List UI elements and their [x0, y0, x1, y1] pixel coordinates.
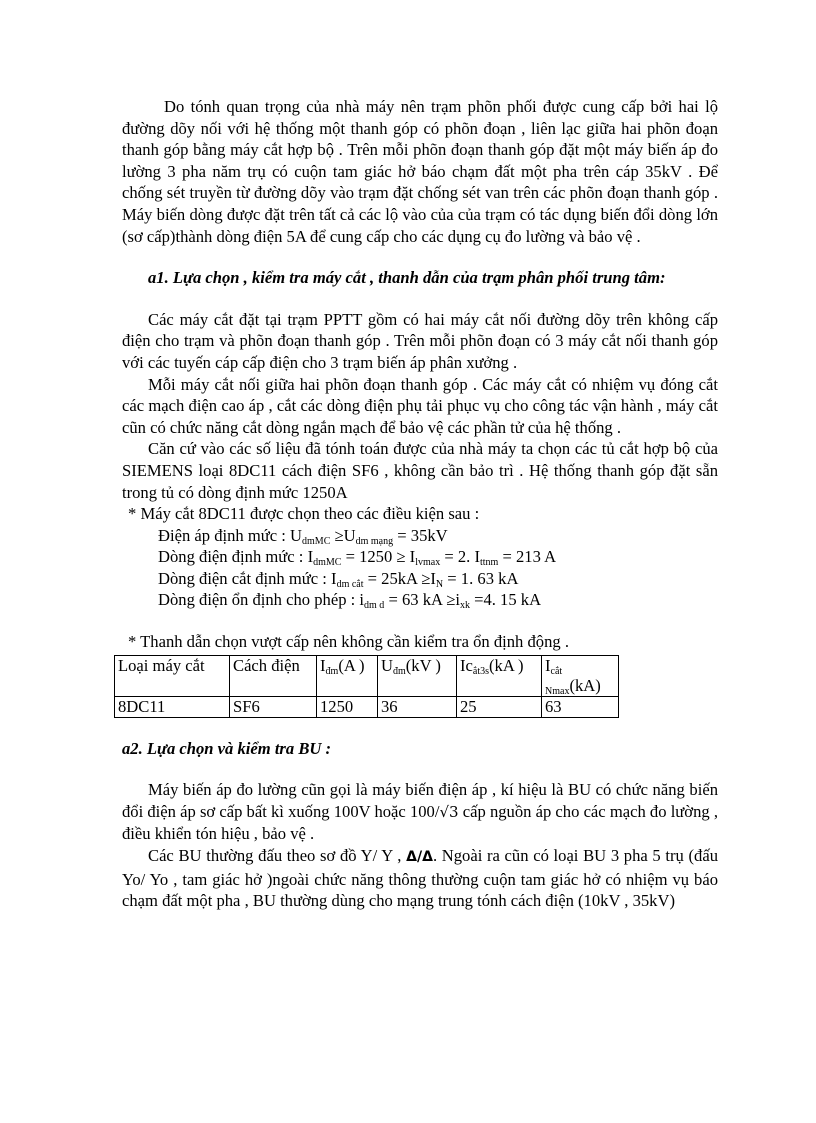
table-cell: 8DC11	[115, 696, 230, 717]
paragraph-3: Căn cứ vào các số liệu đã tónh toán được của nhà máy ta chọn các tủ cắt hợp bộ của SIEMENS loại 8DC11 cách điện SF6 , không cần bảo trì . Hệ thống thanh góp đặt sẵn trong tủ có dòng định mức 1250A	[122, 439, 718, 502]
table-row	[115, 696, 619, 717]
paragraph-5: Các BU thường đấu theo sơ đồ Y/ Y , Δ/Δ. Ngoài ra cũn có loại BU 3 pha 5 trụ (đấu Yo/ Yo , tam giác hở )ngoài chức năng thông thường cuộn tam giác hở có nhiệm vụ báo chạm đất một pha , BU thường dùng cho mạng trung tónh cách điện (10kV , 35kV)	[122, 846, 719, 911]
paragraph-4: Máy biến áp đo lường cũn gọi là máy biến điện áp , kí hiệu là BU có chức năng biến đổi điện áp sơ cấp bất kì xuống 100V hoặc 100/√3 cấp nguồn áp cho các mạch đo lường , điều khiển tón hiệu , bảo vệ .	[122, 780, 718, 844]
heading-a1: a1. Lựa chọn , kiểm tra máy cắt , thanh dẫn của trạm phân phối trung tâm:	[148, 268, 666, 288]
breaker-spec-table	[114, 655, 619, 718]
condition-breaking-current: Dòng điện cắt định mức : $I_{dm cắt} = 25kA \ge I_N = 1$. 63 kA	[158, 568, 519, 590]
document-page	[118, 96, 719, 912]
paragraph-1: Các máy cắt đặt tại trạm PPTT gồm có hai máy cắt nối đường dõy trên không cấp điện cho trạm và phõn đoạn thanh góp . Trên mỗi phõn đoạn có 3 máy cắt nối thanh góp với các tuyến cáp cấp điện cho 3 trạm biến áp phân xưởng .	[122, 309, 718, 372]
table-cell: 63	[542, 696, 619, 717]
table-header-row	[115, 655, 619, 696]
condition-voltage: Điện áp định mức : $U_{dmMC} \ge U_{dm mạng} = 35kV$	[158, 525, 448, 547]
table-header-cell: Loại máy cắt	[115, 655, 230, 696]
condition-stability-current: Dòng điện ổn định cho phép : $i_{dm d} = 63$ kA $\ge i_{xk} =4$. 15 kA	[158, 590, 542, 612]
paragraph-2: Mỗi máy cắt nối giữa hai phõn đoạn thanh góp . Các máy cắt có nhiệm vụ đóng cắt các mạch điện cao áp , cắt các dòng điện phụ tải phục vụ cho công tác vận hành , máy cắt cũn có chức năng cắt dòng ngắn mạch để bảo vệ các phần tử của hệ thống .	[122, 374, 718, 437]
table-header-cell: Cách điện	[230, 655, 317, 696]
delta-delta-symbol: Δ/Δ	[406, 849, 433, 866]
table-cell: SF6	[230, 696, 317, 717]
condition-current: Dòng điện định mức : $I_{dmMC} = 1250 \ge I_{lvmax} = 2$. $I_{ttnm} = 213$ A	[158, 547, 557, 569]
sqrt-three-symbol: √3	[439, 802, 459, 821]
table-header-cell: $Ic_{ắt3s}(kA$ )	[457, 655, 542, 696]
table-header-cell: $I_{đm}(A$ )	[317, 655, 378, 696]
table-cell: 25	[457, 696, 542, 717]
table-header-cell: $U_{đm}(kV$ )	[378, 655, 457, 696]
heading-a2: a2. Lựa chọn và kiểm tra BU :	[122, 738, 332, 758]
busbar-note: * Thanh dẫn chọn vượt cấp nên không cần kiểm tra ổn định động .	[128, 632, 569, 652]
conditions-intro: * Máy cắt 8DC11 được chọn theo các điều kiện sau :	[128, 504, 480, 524]
table-cell: 36	[378, 696, 457, 717]
table-cell: 1250	[317, 696, 378, 717]
table-header-cell: $I_{cắt Nmax}(kA)$	[542, 655, 619, 696]
intro-paragraph: Do tónh quan trọng của nhà máy nên trạm phõn phối được cung cấp bởi hai lộ đường dõy nối với hệ thống một thanh góp có phõn đoạn , liên lạc giữa hai phõn đoạn thanh góp bằng máy cắt hợp bộ . Trên mỗi phõn đoạn thanh góp đặt một máy biến áp đo lường 3 pha năm trụ có cuộn tam giác hở báo chạm đất một pha trên cáp 35kV . Để chống sét truyền từ đường dõy vào trạm đặt chống sét van trên các phõn đoạn thanh góp . Máy biến dòng được đặt trên tất cả các lộ vào của của trạm có tác dụng biến đổi dòng lớn (sơ cấp)thành dòng điện 5A để cung cấp cho các dụng cụ đo lường và bảo vệ .	[122, 97, 718, 246]
